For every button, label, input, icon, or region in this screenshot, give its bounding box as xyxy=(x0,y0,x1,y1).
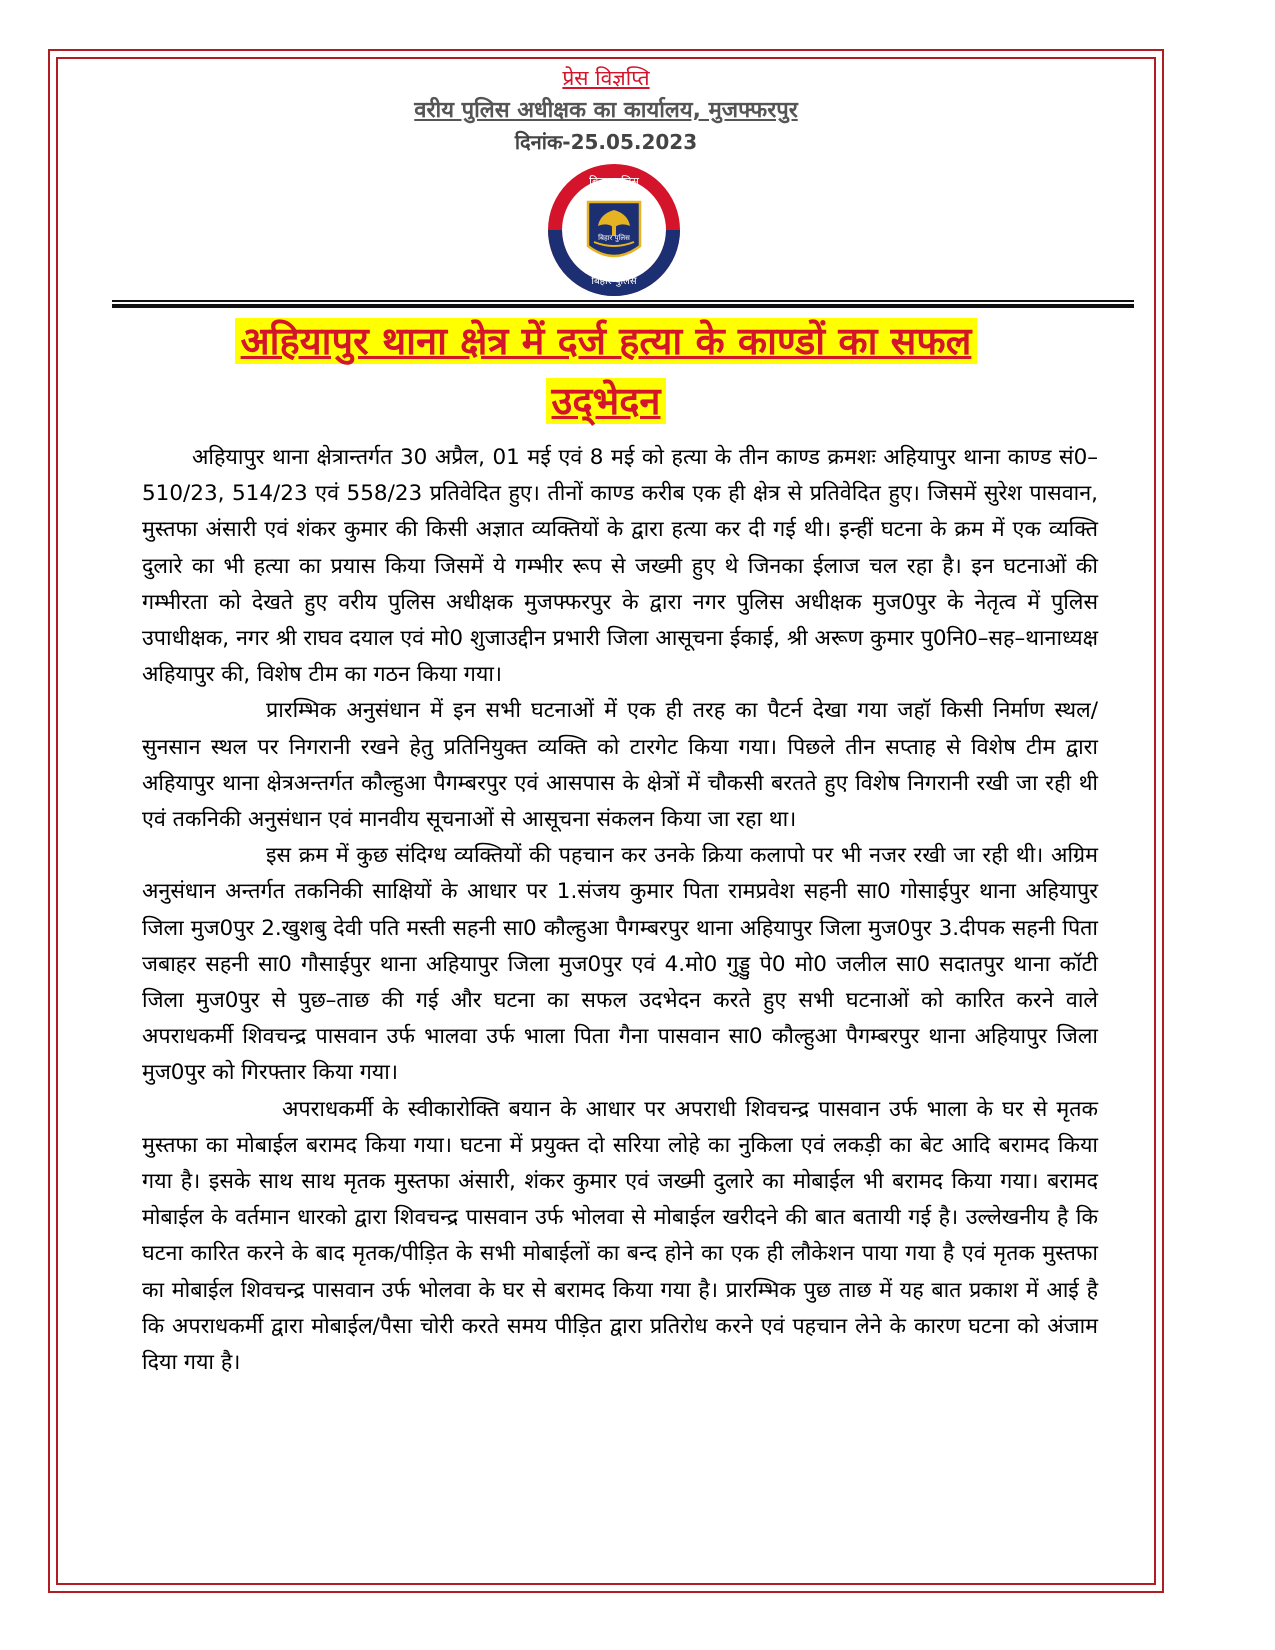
office-name: वरीय पुलिस अधीक्षक का कार्यालय, मुजफ्फरपुर xyxy=(414,98,798,123)
header-divider-thin xyxy=(112,300,1134,302)
body-paragraph-1: अहियापुर थाना क्षेत्रान्तर्गत 30 अप्रैल, 01 मई एवं 8 मई को हत्या के तीन काण्ड क्रमशः अहियापुर थाना काण्ड सं0–510/23, 514/23 एवं 558/23 प्रतिवेदित हुए। तीनों काण्ड करीब एक ही क्षेत्र से प्रतिवेदित हुए। जिसमें सुरेश पासवान, मुस्तफा अंसारी एवं शंकर कुमार की किसी अज्ञात व्यक्तियों के द्वारा हत्या कर दी गई थी। इन्हीं घटना के क्रम में एक व्यक्ति दुलारे का भी हत्या का प्रयास किया जिसमें ये गम्भीर रूप से जख्मी हुए थे जिनका ईलाज चल रहा है। इन घटनाओं की गम्भीरता को देखते हुए वरीय पुलिस अधीक्षक मुजफ्फरपुर के द्वारा नगर पुलिस अधीक्षक मुज0पुर के नेतृत्व में पुलिस उपाधीक्षक, नगर श्री राघव दयाल एवं मो0 शुजाउद्दीन प्रभारी जिला आसूचना ईकाई, श्री अरूण कुमार पु0नि0–सह–थानाध्यक्ष अहियापुर की, विशेष टीम का गठन किया गया। xyxy=(142,445,1098,688)
body-paragraph-2: प्रारम्भिक अनुसंधान में इन सभी घटनाओं में एक ही तरह का पैटर्न देखा गया जहॉ किसी निर्माण स्थल/ सुनसान स्थल पर निगरानी रखने हेतु प्रतिनियुक्त व्यक्ति को टारगेट किया गया। पिछले तीन सप्ताह से विशेष टीम द्वारा अहियापुर थाना क्षेत्रअन्तर्गत कौल्हुआ पैगम्बरपुर एवं आसपास के क्षेत्रों में चौकसी बरतते हुए विशेष निगरानी रखी जा रही थी एवं तकनिकी अनुसंधान एवं मानवीय सूचनाओं से आसूचना संकलन किया जा रहा था। xyxy=(142,698,1099,833)
headline-line-2-wrap xyxy=(56,378,1156,424)
header-divider-thick xyxy=(112,304,1134,308)
press-release-body xyxy=(142,440,1098,1381)
date-line: दिनांक-25.05.2023 xyxy=(514,130,698,154)
shield-emblem xyxy=(588,202,640,256)
headline-line-1-wrap xyxy=(56,318,1156,364)
bihar-police-logo xyxy=(538,158,690,304)
headline-line-2: उद्‌भेदन xyxy=(546,378,667,424)
shield-text: बिहार पुलिस xyxy=(598,234,630,242)
headline-line-1: अहियापुर थाना क्षेत्र में दर्ज हत्या के काण्डों का सफल xyxy=(235,318,978,364)
body-paragraph-3: इस क्रम में कुछ संदिग्ध व्यक्तियों की पहचान कर उनके क्रिया कलापो पर भी नजर रखी जा रही थी। अग्रिम अनुसंधान अन्तर्गत तकनिकी साक्षियों के आधार पर 1.संजय कुमार पिता रामप्रवेश सहनी सा0 गोसाईपुर थाना अहियापुर जिला मुज0पुर 2.खुशबु देवी पति मस्ती सहनी सा0 कौल्हुआ पैगम्बरपुर थाना अहियापुर जिला मुज0पुर 3.दीपक सहनी पिता जबाहर सहनी सा0 गौसाईपुर थाना अहियापुर जिला मुज0पुर एवं 4.मो0 गुड्डु पे0 मो0 जलील सा0 सदातपुर थाना कॉटी जिला मुज0पुर से पुछ–ताछ की गई और घटना का सफल उदभेदन करते हुए सभी घटनाओं को कारित करने वाले अपराधकर्मी शिवचन्द्र पासवान उर्फ भालवा उर्फ भाला पिता गैना पासवान सा0 कौल्हुआ पैगम्बरपुर थाना अहियापुर जिला मुज0पुर को गिरफ्तार किया गया। xyxy=(142,843,1098,1086)
press-release-title: प्रेस विज्ञप्ति xyxy=(562,66,650,90)
body-paragraph-4: अपराधकर्मी के स्वीकारोक्ति बयान के आधार पर अपराधी शिवचन्द्र पासवान उर्फ भाला के घर से मृतक मुस्तफा का मोबाईल बरामद किया गया। घटना में प्रयुक्त दो सरिया लोहे का नुकिला एवं लकड़ी का बेट आदि बरामद किया गया है। इसके साथ साथ मृतक मुस्तफा अंसारी, शंकर कुमार एवं जख्मी दुलारे का मोबाईल भी बरामद किया गया। बरामद मोबाईल के वर्तमान धारको द्वारा शिवचन्द्र पासवान उर्फ भोलवा से मोबाईल खरीदने की बात बतायी गई है। उल्लेखनीय है कि घटना कारित करने के बाद मृतक/पीड़ित के सभी मोबाईलों का बन्द होने का एक ही लौकेशन पाया गया है एवं मृतक मुस्तफा का मोबाईल शिवचन्द्र पासवान उर्फ भोलवा के घर से बरामद किया गया है। प्रारम्भिक पुछ ताछ में यह बात प्रकाश में आई है कि अपराधकर्मी द्वारा मोबाईल/पैसा चोरी करते समय पीड़ित द्वारा प्रतिरोध करने एवं पहचान लेने के कारण घटना को अंजाम दिया गया है। xyxy=(142,1096,1098,1376)
logo-bottom-text: बिहार पुलिस xyxy=(591,276,637,287)
logo-top-text: बिहार पुलिस xyxy=(589,175,639,188)
